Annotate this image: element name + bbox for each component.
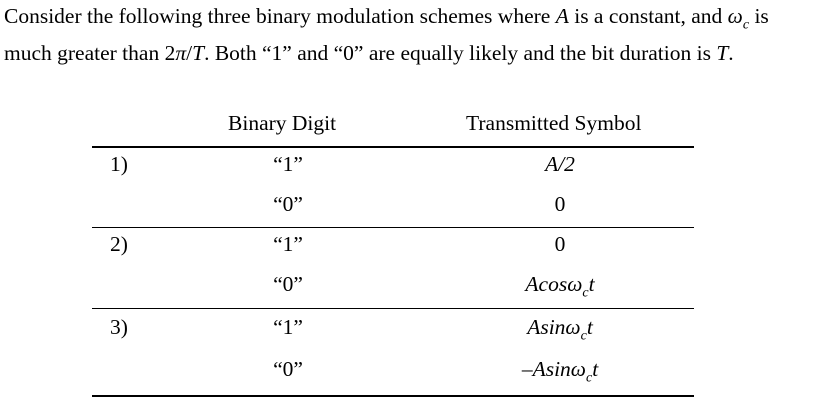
cell-symbol: 0 <box>554 192 566 216</box>
statement-text: is <box>749 4 769 28</box>
symbol-T: T <box>192 41 205 66</box>
cell-digit: “1” <box>273 315 303 339</box>
row-number-2: 2) <box>110 232 128 256</box>
cell-symbol: 0 <box>554 232 566 256</box>
row-number-3: 3) <box>110 315 128 339</box>
cell-symbol <box>510 271 610 306</box>
cell-symbol <box>500 356 620 391</box>
math-neg-sin: –Asinω$_c$t <box>521 357 599 386</box>
statement-text: Consider the following three binary modulation schemes where <box>4 4 556 28</box>
table-rule-bottom <box>92 395 694 397</box>
statement-line-1 <box>4 2 826 39</box>
subscript-c: c <box>742 17 750 33</box>
header-binary-digit: Binary Digit <box>228 111 337 135</box>
math-cos: Acosω$_c$t <box>525 272 595 301</box>
statement-text: much greater than 2 <box>4 41 176 66</box>
statement-text: / <box>186 41 193 66</box>
cell-digit: “0” <box>273 357 303 381</box>
cell-digit: “0” <box>273 192 303 216</box>
table-rule-group <box>92 308 694 309</box>
statement-text: is a constant, and <box>568 4 728 28</box>
row-number-1: 1) <box>110 152 128 176</box>
cell-digit: “1” <box>273 232 303 256</box>
statement-text: . <box>728 41 734 66</box>
statement-line-2 <box>4 39 826 68</box>
table-rule-group <box>92 227 694 228</box>
cell-digit: “1” <box>273 152 303 176</box>
symbol-T: T <box>716 41 729 66</box>
problem-statement <box>4 2 826 68</box>
cell-digit: “0” <box>273 272 303 296</box>
symbol-A: A <box>555 4 569 28</box>
statement-text: . Both “1” and “0” are equally likely and the bit duration is <box>204 41 717 66</box>
cell-symbol <box>510 314 610 349</box>
cell-symbol: A/2 <box>545 152 575 176</box>
symbol-pi: π <box>175 41 187 66</box>
table-rule-top <box>92 146 694 148</box>
symbol-omega: ω <box>727 4 743 28</box>
header-transmitted-symbol: Transmitted Symbol <box>466 111 642 135</box>
math-sin: Asinω$_c$t <box>527 315 593 344</box>
